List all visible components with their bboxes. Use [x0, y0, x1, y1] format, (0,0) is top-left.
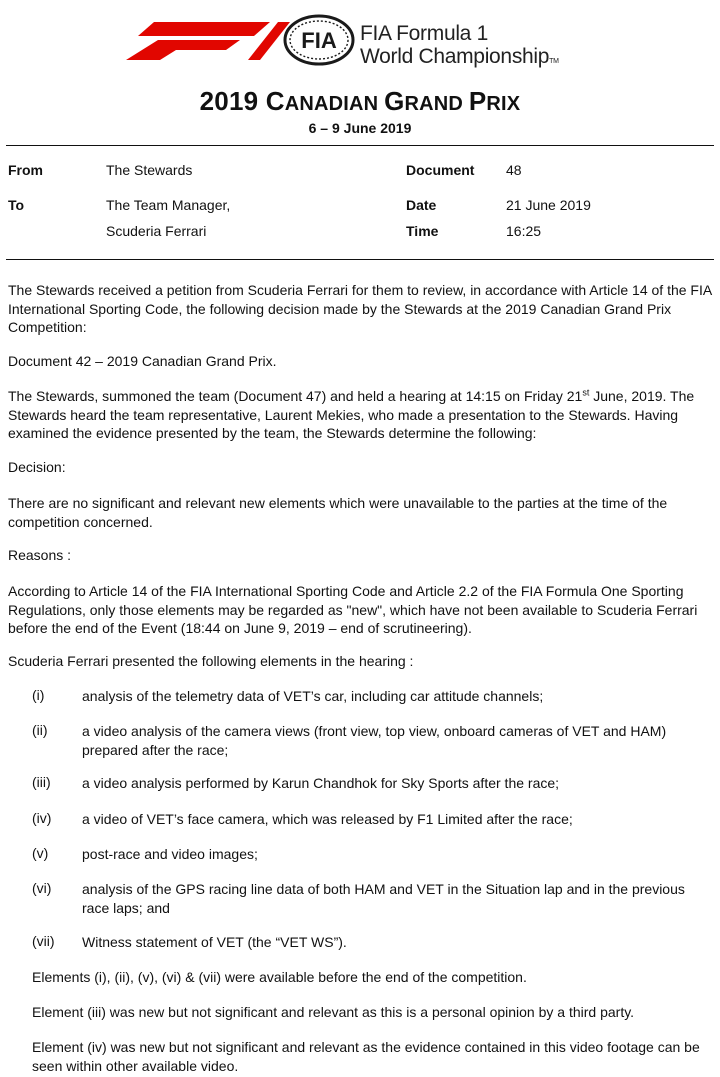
decision-text: There are no significant and relevant new elements which were unavailable to the parties at the time of the competition concerned.	[8, 495, 668, 530]
element-text: analysis of the GPS racing line data of both HAM and VET in the Situation lap and in the previous race laps; and	[82, 881, 685, 916]
element-text: post-race and video images;	[82, 846, 258, 862]
to-label: To	[8, 197, 25, 213]
to-value-line-1: The Team Manager,	[106, 197, 231, 213]
event-dates: 6 – 9 June 2019	[308, 120, 412, 136]
elements-intro: Scuderia Ferrari presented the following elements in the hearing :	[8, 653, 414, 669]
championship-wordmark	[360, 22, 559, 73]
event-title: 2019 CANADIAN GRAND PRIX	[199, 86, 521, 116]
element-number: (iii)	[32, 774, 51, 790]
document-value: 48	[506, 162, 522, 178]
date-value: 21 June 2019	[506, 197, 591, 213]
time-label: Time	[406, 223, 439, 239]
element-number: (vii)	[32, 933, 55, 949]
header-divider	[6, 145, 714, 146]
element-number: (vi)	[32, 880, 52, 896]
element-text: a video analysis performed by Karun Chandhok for Sky Sports after the race;	[82, 775, 560, 791]
element-iv-note: Element (iv) was new but not significant and relevant as the evidence contained in this video footage can be seen within other available video.	[32, 1039, 700, 1074]
svg-text:FIA: FIA	[301, 28, 337, 53]
reasons-label: Reasons :	[8, 547, 72, 563]
brand-line-2: World ChampionshipTM	[360, 45, 559, 68]
element-text: analysis of the telemetry data of VET’s car, including car attitude channels;	[82, 688, 544, 704]
from-value: The Stewards	[106, 162, 193, 178]
element-text: a video analysis of the camera views (front view, top view, onboard cameras of VET and HAM) prepared after the race;	[82, 723, 667, 758]
hearing-paragraph: The Stewards, summoned the team (Document 47) and held a hearing at 14:15 on Friday 21st June, 2019. The Stewards heard the team representative, Laurent Mekies, who made a presentation to the Stewards. Having examined the evidence presented by the team, the Stewards determine the following:	[8, 387, 695, 441]
document-label: Document	[406, 162, 475, 178]
time-value: 16:25	[506, 223, 542, 239]
reasons-text: According to Article 14 of the FIA International Sporting Code and Article 2.2 of the FIA Formula One Sporting Regulations, only those elements may be regarded as "new", which have not been available to Scuderia Ferrari before the end of the Event (18:44 on June 9, 2019 – end of scrutineering).	[8, 583, 698, 636]
element-number: (iv)	[32, 810, 52, 826]
decision-label: Decision:	[8, 459, 66, 475]
document-reference: Document 42 – 2019 Canadian Grand Prix.	[8, 353, 277, 369]
intro-paragraph: The Stewards received a petition from Scuderia Ferrari for them to review, in accordance with Article 14 of the FIA International Sporting Code, the following decision made by the Stewards at the 2019 Canadian Grand Prix Competition:	[8, 282, 712, 335]
memo-divider	[6, 259, 714, 260]
trademark: TM	[549, 58, 559, 65]
fia-seal-icon	[282, 14, 356, 66]
element-text: a video of VET’s face camera, which was released by F1 Limited after the race;	[82, 811, 573, 827]
available-elements-note: Elements (i), (ii), (v), (vi) & (vii) were available before the end of the competition.	[32, 969, 527, 985]
element-number: (i)	[32, 687, 45, 703]
from-label: From	[8, 162, 43, 178]
f1-logo	[120, 14, 290, 66]
to-value-line-2: Scuderia Ferrari	[106, 223, 207, 239]
brand-line-1: FIA Formula 1	[360, 22, 488, 45]
element-number: (v)	[32, 845, 49, 861]
element-iii-note: Element (iii) was new but not significant and relevant as this is a personal opinion by a third party.	[32, 1004, 635, 1020]
date-label: Date	[406, 197, 437, 213]
element-text: Witness statement of VET (the “VET WS”).	[82, 934, 347, 950]
element-number: (ii)	[32, 722, 48, 738]
